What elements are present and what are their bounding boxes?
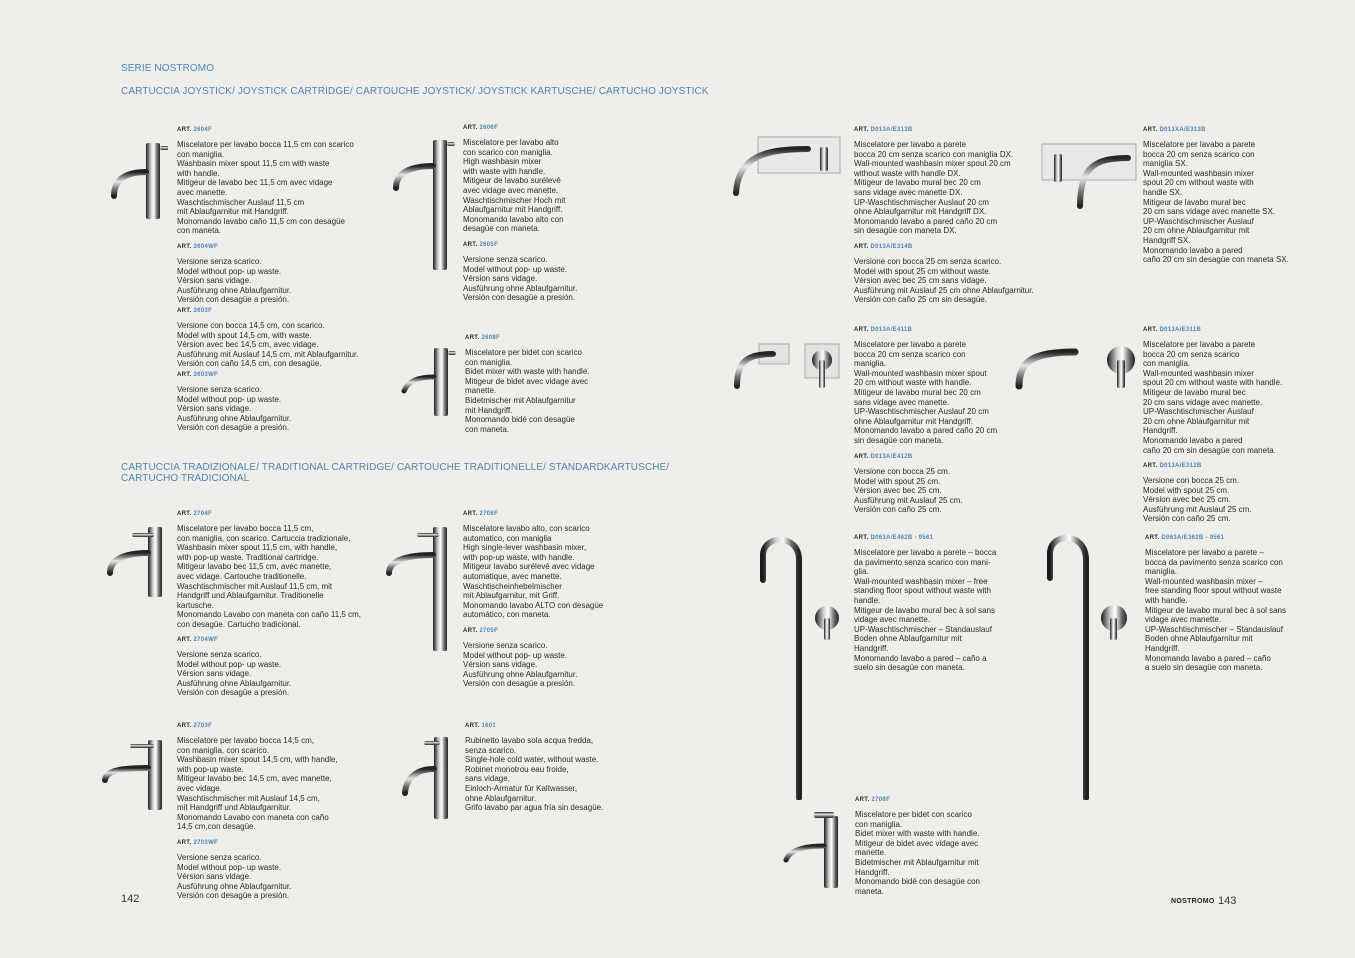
art-label: ART. bbox=[1143, 327, 1158, 333]
product-description: Versione con bocca 25 cm. Model with spout 25 cm. Vérsion avec bec 25 cm. Ausführung mit Auslauf 25 cm. Versión con caño 25 cm. bbox=[1143, 476, 1252, 524]
product-description: Miscelatore per lavabo a parete – bocca da pavimento senza scarico con mani- glia. Wall-mounted washbasin mixer – free standing floor spout without waste with handle. Mitigeur de lavabo mural bec à sol sans vidage avec manette. UP-Waschtischmischer – Standauslauf Boden ohne Ablaufgarnitur mit Handgriff. Monomando lavabo a pared – caño a suelo sin desagüe con maneta. bbox=[854, 548, 997, 673]
art-label: ART. bbox=[177, 244, 192, 250]
art-label: ART. bbox=[463, 628, 478, 634]
art-label: ART. bbox=[1145, 535, 1160, 541]
product-description: Miscelatore per lavabo alto con scarico con maniglia. High washbasin mixer with waste with handle. Mitigeur de lavabo surélevé avec vidage avec manette. Waschtischmischer Hoch mit Ablaufgarnitur mit Handgriff. Monomando lavabo alto con desagüe con maneta. bbox=[463, 138, 566, 234]
art-code: D063A/E462B - 9561 bbox=[870, 535, 934, 541]
floor-spout-D063A-E462B-image bbox=[755, 530, 845, 800]
product-description: Miscelatore lavabo alto, con scarico automatico, con maniglia High single-lever washbasin mixer, with pop-up waste, with handle. Mitigeur lavabo surélevé avec vidage automatique, avec manette. Waschtischeinhebelmischer mit Ablaufgarnitur, mit Griff. Monomando lavabo ALTO con desagüe automático, con maneta. bbox=[463, 524, 604, 620]
wall-mixer-D013XA-E313B-image bbox=[1040, 140, 1140, 215]
product-description: Miscelatore per lavabo a parete bocca 20 cm senza scarico con maniglia. Wall-mounted washbasin mixer spout 20 cm without waste with handle. Mitigeur de lavabo mural bec 20 cm sans vidage avec manette. UP-Waschtischmischer Auslauf 20 cm ohne Ablaufgarnitur mit Handgriff. Monomando lavabo a pared caño 20 cm sin desagüe con maneta. bbox=[1143, 340, 1283, 455]
page-number-right: 143 bbox=[1218, 895, 1237, 907]
product-description: Versione senza scarico. Model without pop- up waste. Vérsion sans vidage. Ausführung ohne Ablaufgarnitur. Versión con desagüe a presión. bbox=[463, 255, 578, 303]
product-description: Miscelatore per lavabo a parete bocca 20 cm senza scarico con maniglia DX. Wall-mounted washbasin mixer spout 20 cm without waste with handle DX. Mitigeur de lavabo mural bec 20 cm sans vidage avec manette DX. UP-Waschtischmischer Auslauf 20 cm ohne Ablaufgarnitur mit Handgriff DX. Monomando lavabo a pared caño 20 cm sin desagüe con maneta DX. bbox=[854, 140, 1014, 236]
section-traditional-title: CARTUCCIA TRADIZIONALE/ TRADITIONAL CARTRIDGE/ CARTOUCHE TRADITIONELLE/ STANDARDKARTUSCHE/ CARTUCHO TRADICIONAL bbox=[121, 462, 670, 484]
art-label: ART. bbox=[463, 242, 478, 248]
product-D013A-E311B bbox=[1143, 326, 1303, 455]
art-code: 2604F bbox=[193, 127, 213, 133]
faucet-2604F-image bbox=[108, 140, 168, 225]
faucet-2608F-image bbox=[398, 345, 458, 420]
product-description: Versione con bocca 25 cm. Model with spout 25 cm. Vérsion avec bec 25 cm. Ausführung mit Auslauf 25 cm. Versión con caño 25 cm. bbox=[854, 467, 963, 515]
product-2706F bbox=[463, 510, 633, 620]
art-label: ART. bbox=[177, 723, 192, 729]
art-label: ART. bbox=[177, 127, 192, 133]
art-label: ART. bbox=[465, 723, 480, 729]
art-code: 2706F bbox=[479, 511, 499, 517]
product-2705F bbox=[463, 627, 633, 689]
art-label: ART. bbox=[177, 511, 192, 517]
faucet-2704F-image bbox=[104, 525, 168, 600]
product-description: Versione con bocca 25 cm senza scarico. Model with spout 25 cm without waste. Vérsion avec bec 25 cm sans vidage. Ausführung mit Auslauf 25 cm ohne Ablaufgarnitur. Versión con caño 25 cm sin desagüe. bbox=[854, 257, 1034, 305]
product-description: Rubinetto lavabo sola acqua fredda, senza scarico. Single-hole cold water, without waste. Robinet monotrou eau froide, sans vidage. Einloch-Armatur für Kaltwasser, ohne Ablaufgarnitur. Grifo lavabo par agua fría sin desagüe. bbox=[465, 736, 604, 813]
wall-mixer-D013A-E411B-image bbox=[733, 342, 843, 392]
product-description: Miscelatore per lavabo a parete – bocca da pavimento senza scarico con maniglia. Wall-mounted washbasin mixer – free standing floor spout without waste with handle. Mitigeur de lavabo mural bec à sol sans vidage avec manette. UP-Waschtischmischer – Standauslauf Boden ohne Ablaufgarnitur mit Handgriff. Monomando lavabo a pared – caño a suelo sin desagüe con maneta. bbox=[1145, 548, 1286, 673]
product-description: Miscelatore per lavabo a parete bocca 20 cm senza scarico con maniglia SX. Wall-mounted washbasin mixer spout 20 cm without waste with handle SX. Mitigeur de lavabo mural bec 20 cm sans vidage avec manette SX. UP-Waschtischmischer Auslauf 20 cm ohne Ablaufgarnitur mit Handgriff SX. Monomando lavabo a pared caño 20 cm sin desagüe con maneta SX. bbox=[1143, 140, 1289, 265]
art-label: ART. bbox=[177, 840, 192, 846]
art-code: 2603F bbox=[193, 308, 213, 314]
product-description: Versione senza scarico. Model without pop- up waste. Vérsion sans vidage. Ausführung ohne Ablaufgarnitur. Versión con desagüe a presión. bbox=[177, 257, 292, 305]
product-2704F bbox=[177, 510, 387, 630]
art-code: D013A/E312B bbox=[1159, 463, 1202, 469]
brand-label: NOSTROMO bbox=[1171, 898, 1215, 905]
product-D013A-E314B bbox=[854, 243, 1044, 305]
art-code: 2603WF bbox=[193, 372, 218, 378]
product-D063A-E462B bbox=[854, 534, 1014, 673]
product-description: Versione senza scarico. Model without pop- up waste. Vérsion sans vidage. Ausführung ohne Ablaufgarnitur. Versión con desagüe a presión. bbox=[177, 385, 292, 433]
faucet-2703F-image bbox=[100, 738, 168, 812]
product-description: Versione senza scarico. Model without pop- up waste. Vérsion sans vidage. Ausführung ohne Ablaufgarnitur. Versión con desagüe a presión. bbox=[463, 641, 578, 689]
product-description: Versione con bocca 14,5 cm, con scarico. Model with spout 14,5 cm, with waste. Vérsion avec bec 14,5 cm, avec vidage. Ausführung mit Auslauf 14,5 cm, mit Ablaufgarnitur. Versión con caño 14,5 cm, con desagüe. bbox=[177, 321, 359, 369]
art-label: ART. bbox=[177, 372, 192, 378]
art-label: ART. bbox=[1143, 127, 1158, 133]
page-number-left: 142 bbox=[121, 893, 140, 905]
art-code: 2705F bbox=[479, 628, 499, 634]
wall-mixer-D013A-E313B-image bbox=[728, 135, 843, 200]
art-code: 2604WF bbox=[193, 244, 218, 250]
art-code: 2608F bbox=[481, 335, 501, 341]
faucet-2706F-image bbox=[383, 525, 457, 653]
product-D013A-E411B bbox=[854, 326, 1044, 446]
product-1601 bbox=[465, 722, 635, 813]
product-description: Miscelatore per lavabo bocca 11,5 cm con scarico con maniglia. Washbasin mixer spout 11,5 cm with waste with handle. Mitigeur de lavabo bec 11,5 cm avec vidage avec manette. Waschtischmischer Auslauf 11,5 cm mit Ablaufgarnitur mit Handgriff. Monomando lavabo caño 11,5 cm con desagüe con maneta. bbox=[177, 140, 354, 236]
art-code: D013A/E412B bbox=[870, 454, 913, 460]
art-code: D013XA/E313B bbox=[1159, 127, 1206, 133]
product-2604WF bbox=[177, 243, 387, 305]
art-code: D013A/E314B bbox=[870, 244, 913, 250]
art-code: D013A/E411B bbox=[870, 327, 913, 333]
art-code: 2704F bbox=[193, 511, 213, 517]
art-label: ART. bbox=[463, 511, 478, 517]
product-2703F bbox=[177, 722, 387, 832]
product-description: Versione senza scarico. Model without pop- up waste. Vérsion sans vidage. Ausführung ohne Ablaufgarnitur. Versión con desagüe a presión. bbox=[177, 853, 292, 901]
faucet-2606F-image bbox=[390, 136, 460, 272]
art-code: 1601 bbox=[481, 723, 497, 729]
product-2708F bbox=[855, 796, 1015, 896]
art-label: ART. bbox=[1143, 463, 1158, 469]
art-code: D013A/E313B bbox=[870, 127, 913, 133]
product-description: Miscelatore per bidet con scarico con maniglia. Bidet mixer with waste with handle. Mitigeur de bidet avec vidage avec manette. Bidetmischer mit Ablaufgarnitur mit Handgriff. Monomando bidé con desagüe con maneta. bbox=[465, 348, 590, 434]
product-2604F bbox=[177, 126, 387, 236]
product-description: Miscelatore per lavabo bocca 14,5 cm, con maniglia, con scarico. Washbasin mixer spout 14,5 cm, with handle, with pop-up waste. Mitigeur lavabo bec 14,5 cm, avec manette, avec vidage. Waschtischmischer mit Auslauf 14,5 cm, mit Handgriff und Ablaufgarnitur. Monomando Lavabo con maneta con caño 14,5 cm,con desagüe. bbox=[177, 736, 338, 832]
art-code: 2605F bbox=[479, 242, 499, 248]
art-label: ART. bbox=[855, 797, 870, 803]
faucet-1601-image bbox=[400, 735, 458, 821]
art-label: ART. bbox=[465, 335, 480, 341]
product-description: Versione senza scarico. Model without pop- up waste. Vérsion sans vidage. Ausführung ohne Ablaufgarnitur. Versión con desagüe a presión. bbox=[177, 650, 292, 698]
floor-spout-D063A-E362B-image bbox=[1040, 528, 1135, 800]
product-D013A-E313B bbox=[854, 126, 1044, 236]
art-label: ART. bbox=[463, 125, 478, 131]
art-label: ART. bbox=[854, 454, 869, 460]
art-code: 2606F bbox=[479, 125, 499, 131]
product-2608F bbox=[465, 334, 635, 434]
faucet-2708F-image bbox=[780, 810, 846, 890]
product-description: Miscelatore per lavabo a parete bocca 20 cm senza scarico con maniglia. Wall-mounted washbasin mixer spout 20 cm without waste with handle. Mitigeur de lavabo mural bec 20 cm sans vidage avec manette. UP-Waschtischmischer Auslauf 20 cm ohne Ablaufgarnitur mit Handgriff. Monomando lavabo a pared caño 20 cm sin desagüe con maneta. bbox=[854, 340, 998, 445]
art-label: ART. bbox=[854, 127, 869, 133]
product-description: Miscelatore per lavabo bocca 11,5 cm, con maniglia, con scarico. Cartuccia tradizionale. Washbasin mixer spout 11,5 cm, with handle, with pop-up waste. Traditional cartridge. Mitigeur lavabo bec 11,5 cm, avec manette, avec vidage. Cartouche traditionelle. Waschtischmischer mit Auslauf 11,5 cm, mit Handgriff und Ablaufgarnitur. Traditionelle kartusche. Monomando Lavabo con maneta con caño 11,5 cm, con desagüe. Cartucho tradicional. bbox=[177, 524, 361, 629]
art-code: D063A/E362B - 9561 bbox=[1161, 535, 1225, 541]
art-code: 2703F bbox=[193, 723, 213, 729]
product-2704WF bbox=[177, 636, 387, 698]
product-description: Miscelatore per bidet con scarico con maniglia. Bidet mixer with waste with handle. Mitigeur de bidet avec vidage avec manette. Bidetmischer mit Ablaufgarnitur mit Handgriff. Monomando bidé con desagüe con maneta. bbox=[855, 810, 980, 896]
product-2606F bbox=[463, 124, 633, 234]
art-label: ART. bbox=[177, 637, 192, 643]
art-label: ART. bbox=[854, 535, 869, 541]
product-2603WF bbox=[177, 371, 387, 433]
art-label: ART. bbox=[854, 244, 869, 250]
product-D013A-E312B bbox=[1143, 462, 1303, 524]
product-D013XA-E313B bbox=[1143, 126, 1303, 265]
product-2703WF bbox=[177, 839, 387, 901]
section-joystick-title: CARTUCCIA JOYSTICK/ JOYSTICK CARTRIDGE/ CARTOUCHE JOYSTICK/ JOYSTICK KARTUSCHE/ CARTUCHO JOYSTICK bbox=[121, 86, 709, 97]
art-code: D013A/E311B bbox=[1159, 327, 1202, 333]
art-code: 2703WF bbox=[193, 840, 218, 846]
product-D013A-E412B bbox=[854, 453, 1044, 515]
art-label: ART. bbox=[854, 327, 869, 333]
product-2603F bbox=[177, 307, 387, 369]
art-label: ART. bbox=[177, 308, 192, 314]
art-code: 2708F bbox=[871, 797, 891, 803]
product-2605F bbox=[463, 241, 633, 303]
product-D063A-E362B bbox=[1145, 534, 1305, 673]
art-code: 2704WF bbox=[193, 637, 218, 643]
series-title: SERIE NOSTROMO bbox=[121, 63, 215, 74]
